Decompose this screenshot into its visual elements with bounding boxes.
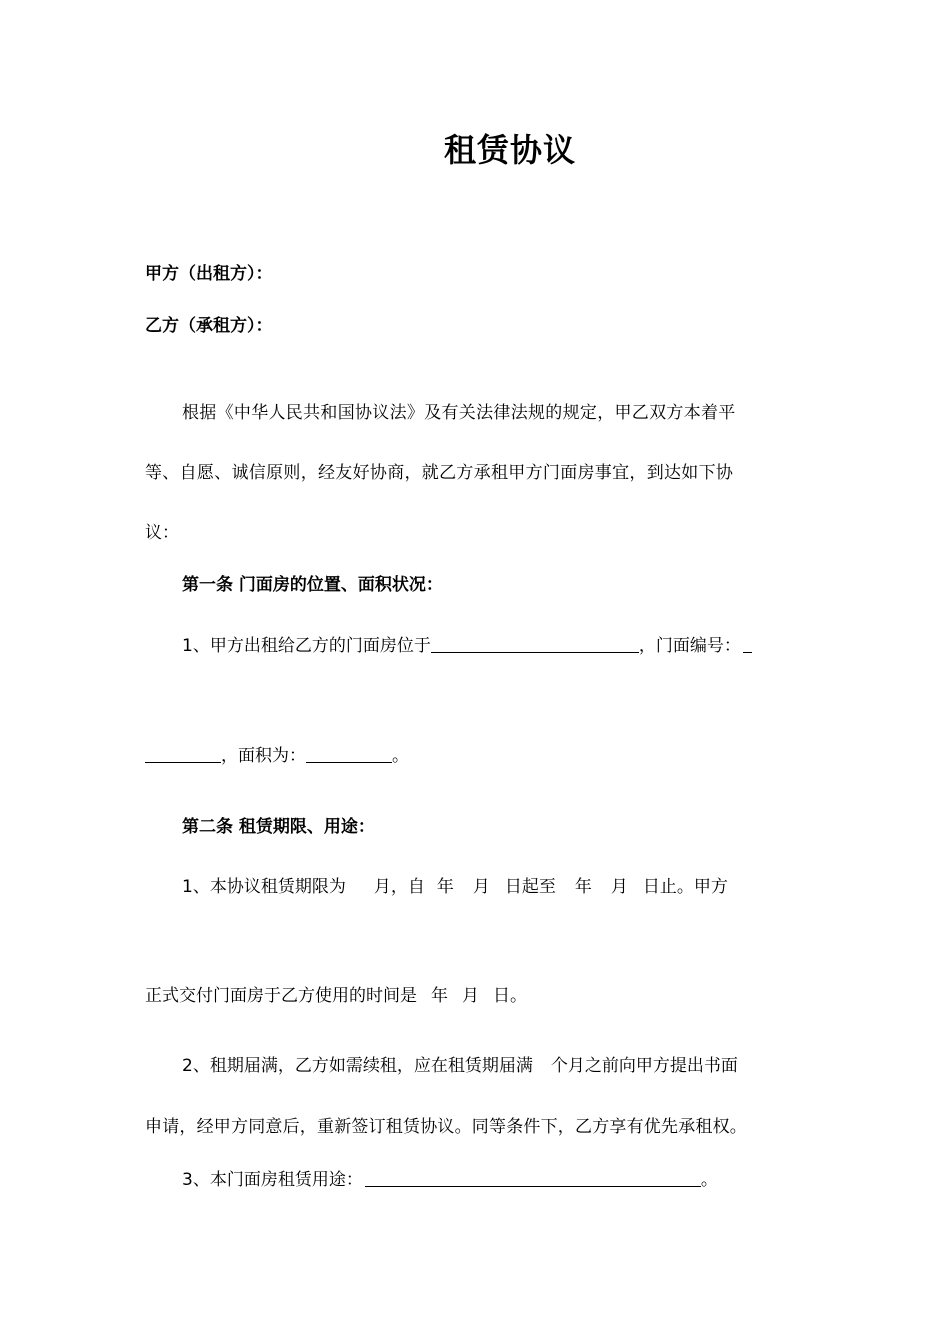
article-2-item-1-line-1 — [182, 876, 728, 898]
item-text: 年 — [431, 986, 448, 1006]
location-blank[interactable] — [431, 634, 639, 653]
item-number: 2 — [182, 1056, 193, 1076]
item-text: 日起至 — [504, 877, 556, 897]
article-2-heading: 第二条 租赁期限、用途： — [182, 817, 375, 837]
shop-number-blank[interactable] — [145, 744, 221, 763]
item-text: 年 — [436, 877, 454, 897]
item-text: 正式交付门面房于乙方使用的时间是 — [145, 986, 417, 1006]
article-2-item-2-line-2: 申请，经甲方同意后，重新签订租赁协议。同等条件下，乙方享有优先承租权。 — [145, 1117, 747, 1137]
intro-line-2: 等、自愿、诚信原则，经友好协商，就乙方承租甲方门面房事宜，到达如下协 — [145, 463, 734, 483]
shop-number-blank-start[interactable] — [743, 634, 752, 653]
item-text: 月 — [610, 877, 628, 897]
item-text: 个月之前向甲方提出书面 — [550, 1056, 738, 1076]
intro-line-3: 议： — [145, 523, 179, 543]
item-text: 月，自 — [373, 877, 425, 897]
item-number: 1 — [182, 636, 193, 656]
item-text: 日。 — [493, 986, 527, 1006]
usage-blank[interactable] — [365, 1168, 701, 1187]
item-text: 、租期届满，乙方如需续租，应在租赁期届满 — [192, 1056, 533, 1076]
item-text: ，面积为： — [221, 746, 306, 766]
item-text: 月 — [472, 877, 490, 897]
item-text: 月 — [462, 986, 479, 1006]
article-2-item-2-line-1 — [182, 1055, 738, 1077]
document-title: 租赁协议 — [443, 131, 576, 169]
article-2-item-3 — [182, 1168, 718, 1191]
party-a-label: 甲方（出租方）： — [145, 264, 273, 284]
intro-line-1: 根据《中华人民共和国协议法》及有关法律法规的规定，甲乙双方本着平 — [182, 403, 736, 423]
item-text: 、本协议租赁期限为 — [192, 877, 346, 897]
item-text: 年 — [574, 877, 592, 897]
item-text: ，门面编号： — [638, 636, 741, 656]
item-text: 日止。甲方 — [642, 877, 728, 897]
item-text: 、本门面房租赁用途： — [192, 1170, 363, 1190]
item-text: 、甲方出租给乙方的门面房位于 — [192, 636, 431, 656]
item-end: 。 — [392, 746, 409, 766]
article-1-heading: 第一条 门面房的位置、面积状况： — [182, 575, 443, 595]
article-1-item-1-line-2 — [145, 744, 409, 767]
article-1-item-1-line-1 — [182, 634, 752, 657]
article-2-item-1-line-2 — [145, 985, 527, 1007]
item-number: 3 — [182, 1170, 193, 1190]
item-number: 1 — [182, 877, 193, 897]
area-blank[interactable] — [306, 744, 392, 763]
item-end: 。 — [700, 1170, 718, 1190]
party-b-label: 乙方（承租方）： — [145, 316, 273, 336]
